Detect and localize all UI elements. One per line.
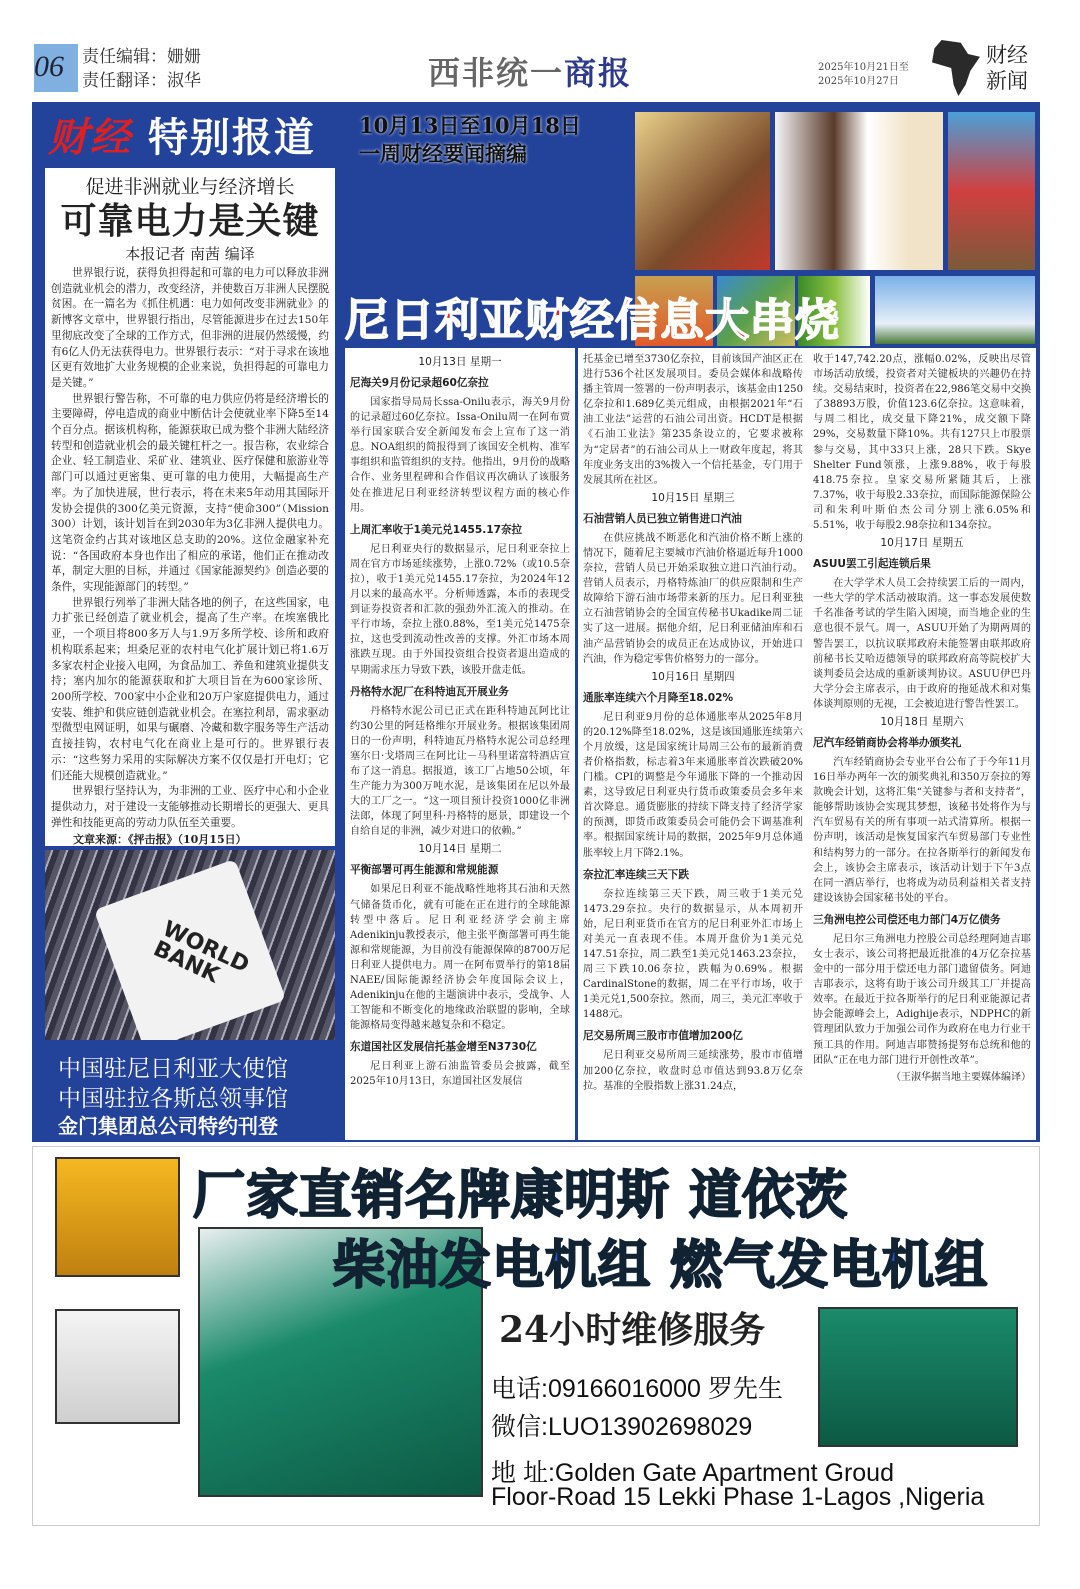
news-headline: 尼海关9月份记录超60亿奈拉 <box>350 377 489 389</box>
news-column-3 <box>808 348 1036 1140</box>
day-heading: 10月13日 星期一 <box>418 356 502 368</box>
day-heading: 10月16日 星期四 <box>651 670 735 683</box>
children-photo <box>948 112 1035 270</box>
ad-address: Floor-Road 15 Lekki Phase 1-Lagos ,Nigeria <box>491 1483 985 1511</box>
news-body: 收于147,742.20点，涨幅0.02%，反映出尽管市场活动放缓，投资者对关键板块的兴趣仍在持续。交易结束时，投资者在22,986笔交易中交换了38893万股，价值123.6亿奈拉。这意味着，与周二相比，成交量下降21%，成交额下降29%，交易数量下降10%。共有127只上市股票参与交易，其中33只上涨，28只下跌。Skye Shelter Fund领涨，上涨9.88%，收于每股418.75奈拉。皇家交易所紧随其后，上涨7.37%，收于每股2.33奈拉，而国际能源保险公司和朱利叶斯伯杰公司分别上涨6.05%和5.51%，收于每股2.98奈拉和134奈拉。 <box>813 354 1031 532</box>
article-paragraph: 世界银行警告称，不可靠的电力供应仍将是经济增长的主要障碍，停电造成的商业中断估计会使就业率下降5至14个百分点。据该机构称，能源获取已成为整个非洲大陆经济转型和创造就业机会的最关键杠杆之一。报告称，农业综合企业、轻工制造业、采矿业、建筑业、医疗保健和旅游业等部门可以通过更密集、更可靠的电力使用，大幅提高生产率。为了加快进展，世行表示，将在未来5年动用其国际开发协会提供的300亿美元资源，支持“使命300”（Mission 300）计划，该计划旨在到2030年为3亿非洲人提供电力。这笔资金约占其对该地区总支助的20%。这位金融家补充说：“各国政府本身也作出了相应的承诺，他们正在推动改革，制定大胆的目标，并通过《国家能源契约》创造必要的条件，实现能源部门的转型。” <box>51 392 329 594</box>
masthead-part: 商报 <box>564 54 633 92</box>
doctor-photo <box>775 112 943 270</box>
news-headline: 上周汇率收于1美元兑1455.17奈拉 <box>350 523 523 536</box>
news-body: 尼日尔三角洲电力控股公司总经理阿迪吉耶女士表示，该公司将把最近批准的4万亿奈拉基金中的一部分用于偿还电力部门遗留债务。阿迪吉耶表示，这将有助于该公司升级其工厂并提高效率。在最近于拉各斯举行的尼日利亚能源记者协会能源峰会上，Adighije表示，NDPHC的新管理团队致力于加强公司作为政府在电力行业干预工具的作用。阿迪吉耶赞扬提努布总统和他的团队“正在电力部门进行开创性改革”。 <box>813 933 1031 1066</box>
news-headline: 通胀率连续六个月降至18.02% <box>583 691 734 704</box>
news-body: 尼日利亚9月份的总体通胀率从2025年8月的20.12%降至18.02%，这是该国通胀连续第六个月放缓，这是国家统计局周三公布的最新消费者价格指数，标志着3年来通胀率首次跌破20%门槛。CPI的调整是今年通胀下降的一个推动因素，这导致尼日利亚央行货币政策委员会多年来首次降息。通货膨胀的持续下降支持了经济学家的预测，即货币政策委员会可能仍会下调基准利率。根据国家统计局的数据，2025年9月总体通胀率较上月下降2.1%。 <box>583 711 803 859</box>
day-heading: 10月14日 星期二 <box>418 843 502 856</box>
news-headline: 石油营销人员已独立销售进口汽油 <box>583 512 742 525</box>
week-title <box>359 112 581 168</box>
photo-collage <box>345 108 1035 344</box>
section-name: 财经新闻 <box>986 43 1028 93</box>
sponsor-line: 金门集团总公司特约刊登 <box>58 1114 278 1138</box>
article-byline: 本报记者 南茜 编译 <box>125 245 255 263</box>
power-lines-photo <box>875 276 1035 344</box>
news-headline: 东道国社区发展信托基金增至N3730亿 <box>350 1041 537 1054</box>
white-generator-image <box>55 1309 180 1424</box>
news-headline: 奈拉汇率连续三天下跌 <box>583 868 689 881</box>
ad-wechat: 微信:LUO13902698029 <box>491 1413 753 1441</box>
editor-credit: 责任编辑：姗姗 <box>82 47 201 67</box>
special-report-title <box>48 106 316 163</box>
news-body: 托基金已增至3730亿奈拉，目前该国产油区正在进行536个社区发展项目。委员会媒体和战略传播主管周一签署的一份声明表示，该基金由1250亿奈拉和1.689亿美元组成，由根据2021年“石油工业法”运营的石油公司出资。HCDT是根据《石油工业法》第235条设立的，它要求被称为“定居者”的石油公司从上一财政年度起，将其年度业务支出的3%拨入一个信托基金，专门用于发展其所在社区。 <box>583 354 803 486</box>
news-headline: 尼汽车经销商协会将举办颁奖礼 <box>813 736 962 749</box>
issue-date-from: 2025年10月21日至 <box>818 62 909 73</box>
lead-article <box>45 168 335 846</box>
news-headline: ASUU罢工引起连锁后果 <box>813 558 931 571</box>
news-body: 如果尼日利亚不能战略性地将其石油和天然气储备货币化，就有可能在正在进行的全球能源转型中落后。尼日利亚经济学会前主席Adenikinju教授表示，他主张平衡部署可再生能源和常规能源，为目前没有能源保障的8700万尼日利亚人提供电力。周一在阿布贾举行的第18届NAEE/国际能源经济协会年度国际会议上，Adenikinju在他的主题演讲中表示，受战争、人工智能和不断变化的地缘政治联盟的影响，全球能源格局变得越来越复杂和不稳定。 <box>350 884 570 1032</box>
news-body: 尼日利亚央行的数据显示，尼日利亚奈拉上周在官方市场延续涨势，上涨0.72%（或10.5奈拉），收于1美元兑1455.17奈拉，为2024年12月以来的最高水平。分析师透露，本币的表现受到证券投资者和汇款的强劲外汇流入的推动。在平行市场，奈拉上涨0.88%，至1美元兑1475奈拉，这也受到流动性改善的支撑。外汇市场本周涨跌互现。由于外国投资组合投资者退出造成的早期需求压力导致下跌，该股开盘走低。 <box>350 543 570 676</box>
news-body: 国家指导局局长ssa-Onilu表示，海关9月份的记录超过60亿奈拉。Issa-Onilu周一在阿布贾举行国家联合安全新闻发布会上宣布了这一消息。NOA组织的简报得到了该国安全机构、准军事组织和监管组织的支持。他指出，9月份的战略合作、业务里程碑和合作倡议再次确认了该服务处在推进尼日利亚经济转型议程方面的核心作用。 <box>350 397 570 514</box>
news-body: 奈拉连续第三天下跌，周三收于1美元兑1473.29奈拉。央行的数据显示，从本周初开始，尼日利亚货币在官方的尼日利亚外汇市场上对美元一直表现不佳。本周开盘价为1美元兑147.51奈拉，周二跌至1美元兑1463.23奈拉，周三下跌10.06奈拉，跌幅为0.69%。根据CardinalStone的数据，周二在平行市场，收于1美元兑1,500奈拉。然而，周三，美元汇率收于1488元。 <box>583 888 803 1021</box>
page-number: 06 <box>34 44 78 92</box>
masthead-part: 西非统一 <box>427 54 564 92</box>
ad-phone: 电话:09166016000 罗先生 <box>491 1375 783 1403</box>
day-heading: 10月18日 星期六 <box>880 715 964 728</box>
article-paragraph: 世界银行坚持认为，为非洲的工业、医疗中心和小企业提供动力，对于建设一支能够推动长期增长的更强大、更具弹性和技能更高的劳动力队伍至关重要。 <box>51 785 329 829</box>
article-kicker: 促进非洲就业与经济增长 <box>85 176 295 198</box>
news-headline: 丹格特水泥厂在科特迪瓦开展业务 <box>350 685 509 698</box>
africa-map-icon <box>932 40 980 96</box>
news-headline: 平衡部署可再生能源和常规能源 <box>350 864 499 877</box>
day-heading: 10月17日 星期五 <box>880 537 964 550</box>
news-body: 在供应挑战不断恶化和汽油价格不断上涨的情况下，随着尼主要城市汽油价格逼近每升1000奈拉，营销人员已开始采取独立进口汽油行动。营销人员表示，丹格特炼油厂的供应限制和生产故障给下游石油市场带来新的压力。尼日利亚独立石油营销协会的全国宣传秘书Ukadike周二证实了这一进展。据他介绍，尼日利亚储油库和石油产品营销协会的成员正在达成协议，开始进口汽油，作为稳定零售价格努力的一部分。 <box>583 532 803 665</box>
special-a: 财经 <box>48 115 132 161</box>
week-range: 10月13日至10月18日 <box>359 113 581 138</box>
farm-field-photo <box>345 108 630 280</box>
generator-advertisement <box>32 1146 1040 1526</box>
ad-service: 24小时维修服务 <box>499 1309 766 1351</box>
masthead <box>400 48 660 94</box>
ad-address: 地 址:Golden Gate Apartment Groud <box>491 1459 894 1487</box>
news-column-2 <box>578 348 808 1140</box>
world-bank-logo-text: WORLD BANK <box>149 916 253 989</box>
world-bank-photo <box>45 850 335 1040</box>
large-generator-image <box>818 1307 1018 1447</box>
article-paragraph: 世界银行列举了非洲大陆各地的例子，在这些国家，电力扩张已经创造了就业机会，提高了生产率。在埃塞俄比亚，一个项目将800多万人与1.9万多所学校、诊所和政府机构联系起来；坦桑尼亚的农村电气化扩展计划已将1.6万多家农村企业接入电网，为食品加工、养鱼和建筑业提供支持；塞内加尔的能源获取和扩大项目旨在为600家诊所、200所学校、700家中小企业和20万户家庭提供电力，通过安装、维护和供应链创造就业机会。在塞拉利昂，需求驱动型微型电网证明，如果与碾磨、冷藏和数字服务等生产活动直接挂钩，农村电气化在商业上是可行的。世界银行表示：“这些努力采用的实际解决方案不仅仅是打开电灯；它们还能大规模创造就业。” <box>51 596 329 782</box>
week-subtitle: 一周财经要闻摘编 <box>359 141 527 166</box>
article-source: 文章来源：《抨击报》（10月15日） <box>73 833 247 847</box>
yellow-generator-image <box>55 1157 180 1277</box>
feature-banner: 尼日利亚财经信息大串烧 <box>345 295 840 346</box>
students-photo <box>635 112 770 270</box>
world-bank-sign <box>94 859 286 1040</box>
article-headline: 可靠电力是关键 <box>60 200 320 242</box>
sponsor-line: 中国驻拉各斯总领事馆 <box>58 1086 288 1112</box>
news-body: 在大学学术人员工会持续罢工后的一周内，一些大学的学术活动被取消。这一事态发展使数千名准备考试的学生陷入困境，而当地企业的生意也很不景气。周一，ASUU开始了为期两周的警告罢工，以抗议联邦政府未能签署由联邦政府前秘书长艾哈迈德领导的联邦政府高等院校扩大谈判委员会达成的重新谈判协议。ASUU伊巴丹大学分会主席表示，由于政府的拖延战术和对集体谈判原则的无视，工会被迫进行警告性罢工。 <box>813 578 1031 710</box>
compiler-credit: （王淑华据当地主要媒体编译） <box>891 1071 1031 1083</box>
news-body: 丹格特水泥公司已正式在距科特迪瓦阿比让约30公里的阿廷格维尔开展业务。根据该集团周日的一份声明，科特迪瓦丹格特水泥公司总经理塞尔日·戈塔周三在阿比让－马科里诺富特酒店宣布了这一消息。据报道，该工厂占地50公顷，年生产能力为300万吨水泥，是该集团在尼以外最大的工厂之一。“这一项目预计投资1000亿非洲法郎，体现了阿里科·丹格特的愿景，即建设一个自给自足的非洲，减少对进口的依赖。” <box>350 705 570 838</box>
special-b: 特别报道 <box>147 115 316 161</box>
ad-headline: 厂家直销名牌康明斯 道依茨 <box>193 1166 849 1226</box>
article-paragraph: 世界银行说，获得负担得起和可靠的电力可以释放非洲创造就业机会的潜力，改变经济，并使数百万非洲人民摆脱贫困。在一篇名为《抓住机遇：电力如何改变非洲就业》的新博客文章中，世界银行指出，尽管能源进步在过去150年里彻底改变了全球的工作方式，但非洲的进展仍然缓慢，约有6亿人仍无法获得电力。世界银行表示：“对于寻求在该地区更有效地扩大业务规模的企业来说，负担得起的可靠电力是关键。” <box>51 267 329 389</box>
sponsor-line: 中国驻尼日利亚大使馆 <box>58 1056 288 1082</box>
translator-credit: 责任翻译：淑华 <box>82 71 201 91</box>
news-body: 尼日利亚上游石油监管委员会披露，截至2025年10月13日，东道国社区发展信 <box>350 1061 570 1088</box>
news-headline: 三角洲电控公司偿还电力部门4万亿债务 <box>813 913 1001 926</box>
ad-subheadline: 柴油发电机组 燃气发电机组 <box>333 1236 989 1296</box>
day-heading: 10月15日 星期三 <box>651 491 735 504</box>
news-body: 汽车经销商协会专业平台公布了于今年11月16日举办两年一次的颁奖典礼和350万奈拉的筹款晚会计划，这将汇集“关键参与者和支持者”，能够帮助该协会实现其梦想，该秘书处将作为与汽车贸易有关的所有事项一站式清算所。根据一份声明，该活动是恢复国家汽车贸易部门专业性和结构努力的一部分。在拉各斯举行的新闻发布会上，该协会主席表示，该活动计划于下午3点在同一酒店举行，也将成为动员利益相关者支持建设该协会国家秘书处的平台。 <box>813 756 1031 904</box>
issue-date-to: 2025年10月27日 <box>818 76 899 87</box>
news-body: 尼日利亚交易所周三延续涨势，股市市值增加200亿奈拉，收盘时总市值达到93.8万亿奈拉。基准的全股指数上涨31.24点， <box>583 1050 803 1092</box>
news-headline: 尼交易所周三股市市值增加200亿 <box>583 1030 743 1043</box>
news-column-1 <box>345 348 575 1140</box>
